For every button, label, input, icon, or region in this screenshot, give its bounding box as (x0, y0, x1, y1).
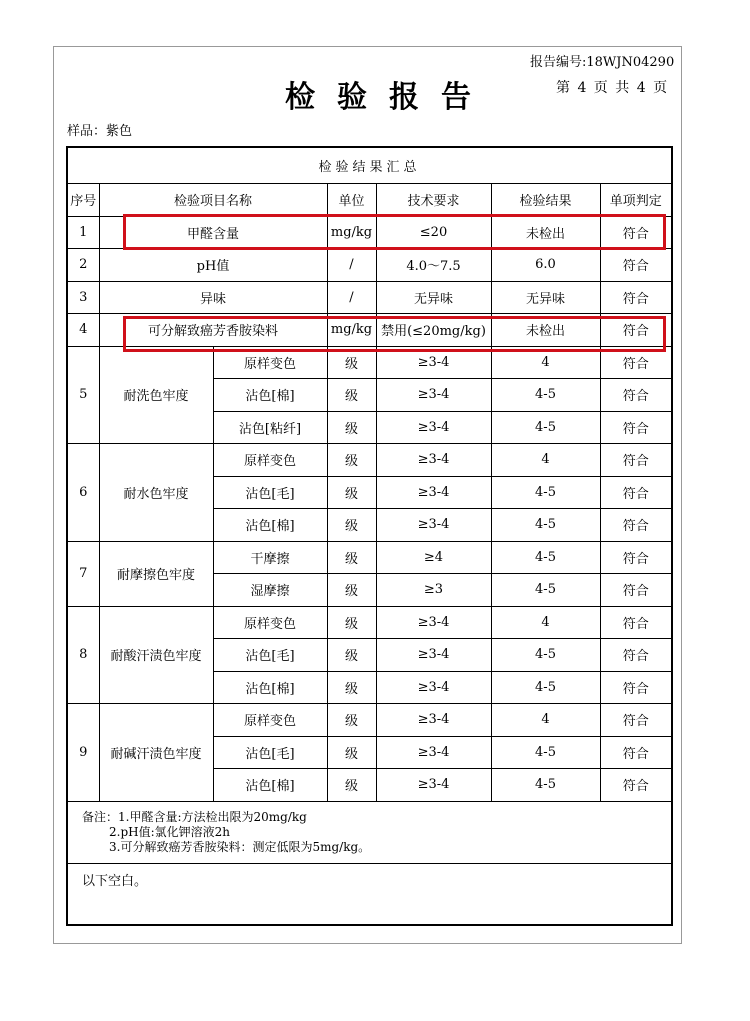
table-row (67, 444, 672, 477)
unit-cell: 级 (327, 769, 376, 802)
unit-cell: 级 (327, 541, 376, 574)
sub-item-name: 原样变色 (213, 444, 327, 477)
item-name: 耐摩擦色牢度 (99, 541, 213, 606)
result-cell: 4 (491, 606, 600, 639)
table-row (67, 249, 672, 282)
requirement-cell: ≥3-4 (376, 411, 491, 444)
result-cell: 4 (491, 444, 600, 477)
unit-cell: 级 (327, 606, 376, 639)
result-cell: 4 (491, 704, 600, 737)
requirement-cell: ≥3 (376, 574, 491, 607)
item-name: 异味 (99, 281, 327, 314)
item-name: pH值 (99, 249, 327, 282)
table-row (67, 704, 672, 737)
highlight-box-azo-dyes (123, 316, 666, 352)
result-cell: 4-5 (491, 671, 600, 704)
requirement-cell: ≤20 (376, 216, 491, 249)
unit-cell: 级 (327, 574, 376, 607)
sub-item-name: 沾色[棉] (213, 769, 327, 802)
col-header-item: 检验项目名称 (99, 183, 327, 216)
verdict-cell: 符合 (600, 249, 672, 282)
unit-cell: 级 (327, 476, 376, 509)
verdict-cell: 符合 (600, 769, 672, 802)
result-cell: 4-5 (491, 639, 600, 672)
unit-cell: / (327, 281, 376, 314)
unit-cell: 级 (327, 411, 376, 444)
result-cell: 4-5 (491, 769, 600, 802)
verdict-cell: 符合 (600, 444, 672, 477)
item-name: 可分解致癌芳香胺染料 (99, 314, 327, 347)
result-cell: 4-5 (491, 509, 600, 542)
sub-item-name: 沾色[毛] (213, 639, 327, 672)
sub-item-name: 沾色[棉] (213, 379, 327, 412)
requirement-cell: ≥3-4 (376, 476, 491, 509)
result-cell: 未检出 (491, 216, 600, 249)
verdict-cell: 符合 (600, 411, 672, 444)
requirement-cell: ≥4 (376, 541, 491, 574)
unit-cell: mg/kg (327, 314, 376, 347)
sub-item-name: 沾色[毛] (213, 736, 327, 769)
table-row (67, 281, 672, 314)
unit-cell: 级 (327, 379, 376, 412)
sub-item-name: 沾色[毛] (213, 476, 327, 509)
result-cell: 4-5 (491, 379, 600, 412)
note-line: 备注：1.甲醛含量:方法检出限为20mg/kg (82, 809, 307, 824)
result-cell: 无异味 (491, 281, 600, 314)
notes-row (67, 801, 672, 863)
notes-cell (67, 801, 672, 863)
page-number: 第 4 页 共 4 页 (556, 80, 668, 96)
col-header-verdict: 单项判定 (600, 183, 672, 216)
unit-cell: 级 (327, 509, 376, 542)
sub-item-name: 沾色[棉] (213, 671, 327, 704)
col-header-no: 序号 (67, 183, 99, 216)
unit-cell: 级 (327, 704, 376, 737)
requirement-cell: ≥3-4 (376, 444, 491, 477)
item-name: 耐酸汗渍色牢度 (99, 606, 213, 704)
row-number: 4 (67, 314, 99, 347)
unit-cell: mg/kg (327, 216, 376, 249)
requirement-cell: ≥3-4 (376, 769, 491, 802)
verdict-cell: 符合 (600, 606, 672, 639)
sample-label: 样品： (67, 124, 107, 139)
verdict-cell: 符合 (600, 314, 672, 347)
result-cell: 4-5 (491, 736, 600, 769)
verdict-cell: 符合 (600, 379, 672, 412)
requirement-cell: 无异味 (376, 281, 491, 314)
requirement-cell: ≥3-4 (376, 379, 491, 412)
unit-cell: 级 (327, 444, 376, 477)
verdict-cell: 符合 (600, 216, 672, 249)
result-cell: 未检出 (491, 314, 600, 347)
highlight-box-formaldehyde (123, 214, 666, 250)
sub-item-name: 沾色[棉] (213, 509, 327, 542)
summary-title: 检验结果汇总 (67, 147, 672, 183)
col-header-result: 检验结果 (491, 183, 600, 216)
blank-row (67, 863, 672, 925)
blank-note: 以下空白。 (67, 863, 672, 925)
col-header-requirement: 技术要求 (376, 183, 491, 216)
verdict-cell: 符合 (600, 476, 672, 509)
table-row (67, 606, 672, 639)
requirement-cell: 禁用(≤20mg/kg) (376, 314, 491, 347)
item-name: 甲醛含量 (99, 216, 327, 249)
result-cell: 4-5 (491, 574, 600, 607)
unit-cell: 级 (327, 639, 376, 672)
result-cell: 4 (491, 346, 600, 379)
verdict-cell: 符合 (600, 509, 672, 542)
requirement-cell: ≥3-4 (376, 509, 491, 542)
verdict-cell: 符合 (600, 736, 672, 769)
sample-value: 紫色 (106, 124, 133, 139)
verdict-cell: 符合 (600, 574, 672, 607)
report-number: 报告编号:18WJN04290 (530, 55, 675, 70)
sub-item-name: 沾色[粘纤] (213, 411, 327, 444)
sub-item-name: 干摩擦 (213, 541, 327, 574)
col-header-unit: 单位 (327, 183, 376, 216)
verdict-cell: 符合 (600, 639, 672, 672)
row-number: 1 (67, 216, 99, 249)
sub-item-name: 原样变色 (213, 346, 327, 379)
requirement-cell: ≥3-4 (376, 346, 491, 379)
requirement-cell: ≥3-4 (376, 736, 491, 769)
item-name: 耐水色牢度 (99, 444, 213, 542)
verdict-cell: 符合 (600, 704, 672, 737)
table-row (67, 541, 672, 574)
row-number: 2 (67, 249, 99, 282)
requirement-cell: ≥3-4 (376, 704, 491, 737)
results-table (66, 146, 673, 926)
sub-item-name: 原样变色 (213, 606, 327, 639)
sub-item-name: 湿摩擦 (213, 574, 327, 607)
unit-cell: 级 (327, 346, 376, 379)
row-number: 6 (67, 444, 99, 542)
row-number: 5 (67, 346, 99, 444)
requirement-cell: 4.0～7.5 (376, 249, 491, 282)
sample-line (67, 120, 132, 139)
unit-cell: / (327, 249, 376, 282)
requirement-cell: ≥3-4 (376, 671, 491, 704)
requirement-cell: ≥3-4 (376, 639, 491, 672)
item-name: 耐碱汗渍色牢度 (99, 704, 213, 802)
verdict-cell: 符合 (600, 541, 672, 574)
sub-item-name: 原样变色 (213, 704, 327, 737)
verdict-cell: 符合 (600, 346, 672, 379)
row-number: 8 (67, 606, 99, 704)
row-number: 9 (67, 704, 99, 802)
note-line: 3.可分解致癌芳香胺染料：测定低限为5mg/kg。 (109, 839, 371, 854)
result-cell: 4-5 (491, 411, 600, 444)
result-cell: 6.0 (491, 249, 600, 282)
requirement-cell: ≥3-4 (376, 606, 491, 639)
result-cell: 4-5 (491, 476, 600, 509)
verdict-cell: 符合 (600, 281, 672, 314)
item-name: 耐洗色牢度 (99, 346, 213, 444)
note-line: 2.pH值:氯化钾溶液2h (109, 824, 231, 839)
unit-cell: 级 (327, 671, 376, 704)
verdict-cell: 符合 (600, 671, 672, 704)
row-number: 3 (67, 281, 99, 314)
unit-cell: 级 (327, 736, 376, 769)
row-number: 7 (67, 541, 99, 606)
report-title: 检验报告 (285, 80, 493, 115)
result-cell: 4-5 (491, 541, 600, 574)
